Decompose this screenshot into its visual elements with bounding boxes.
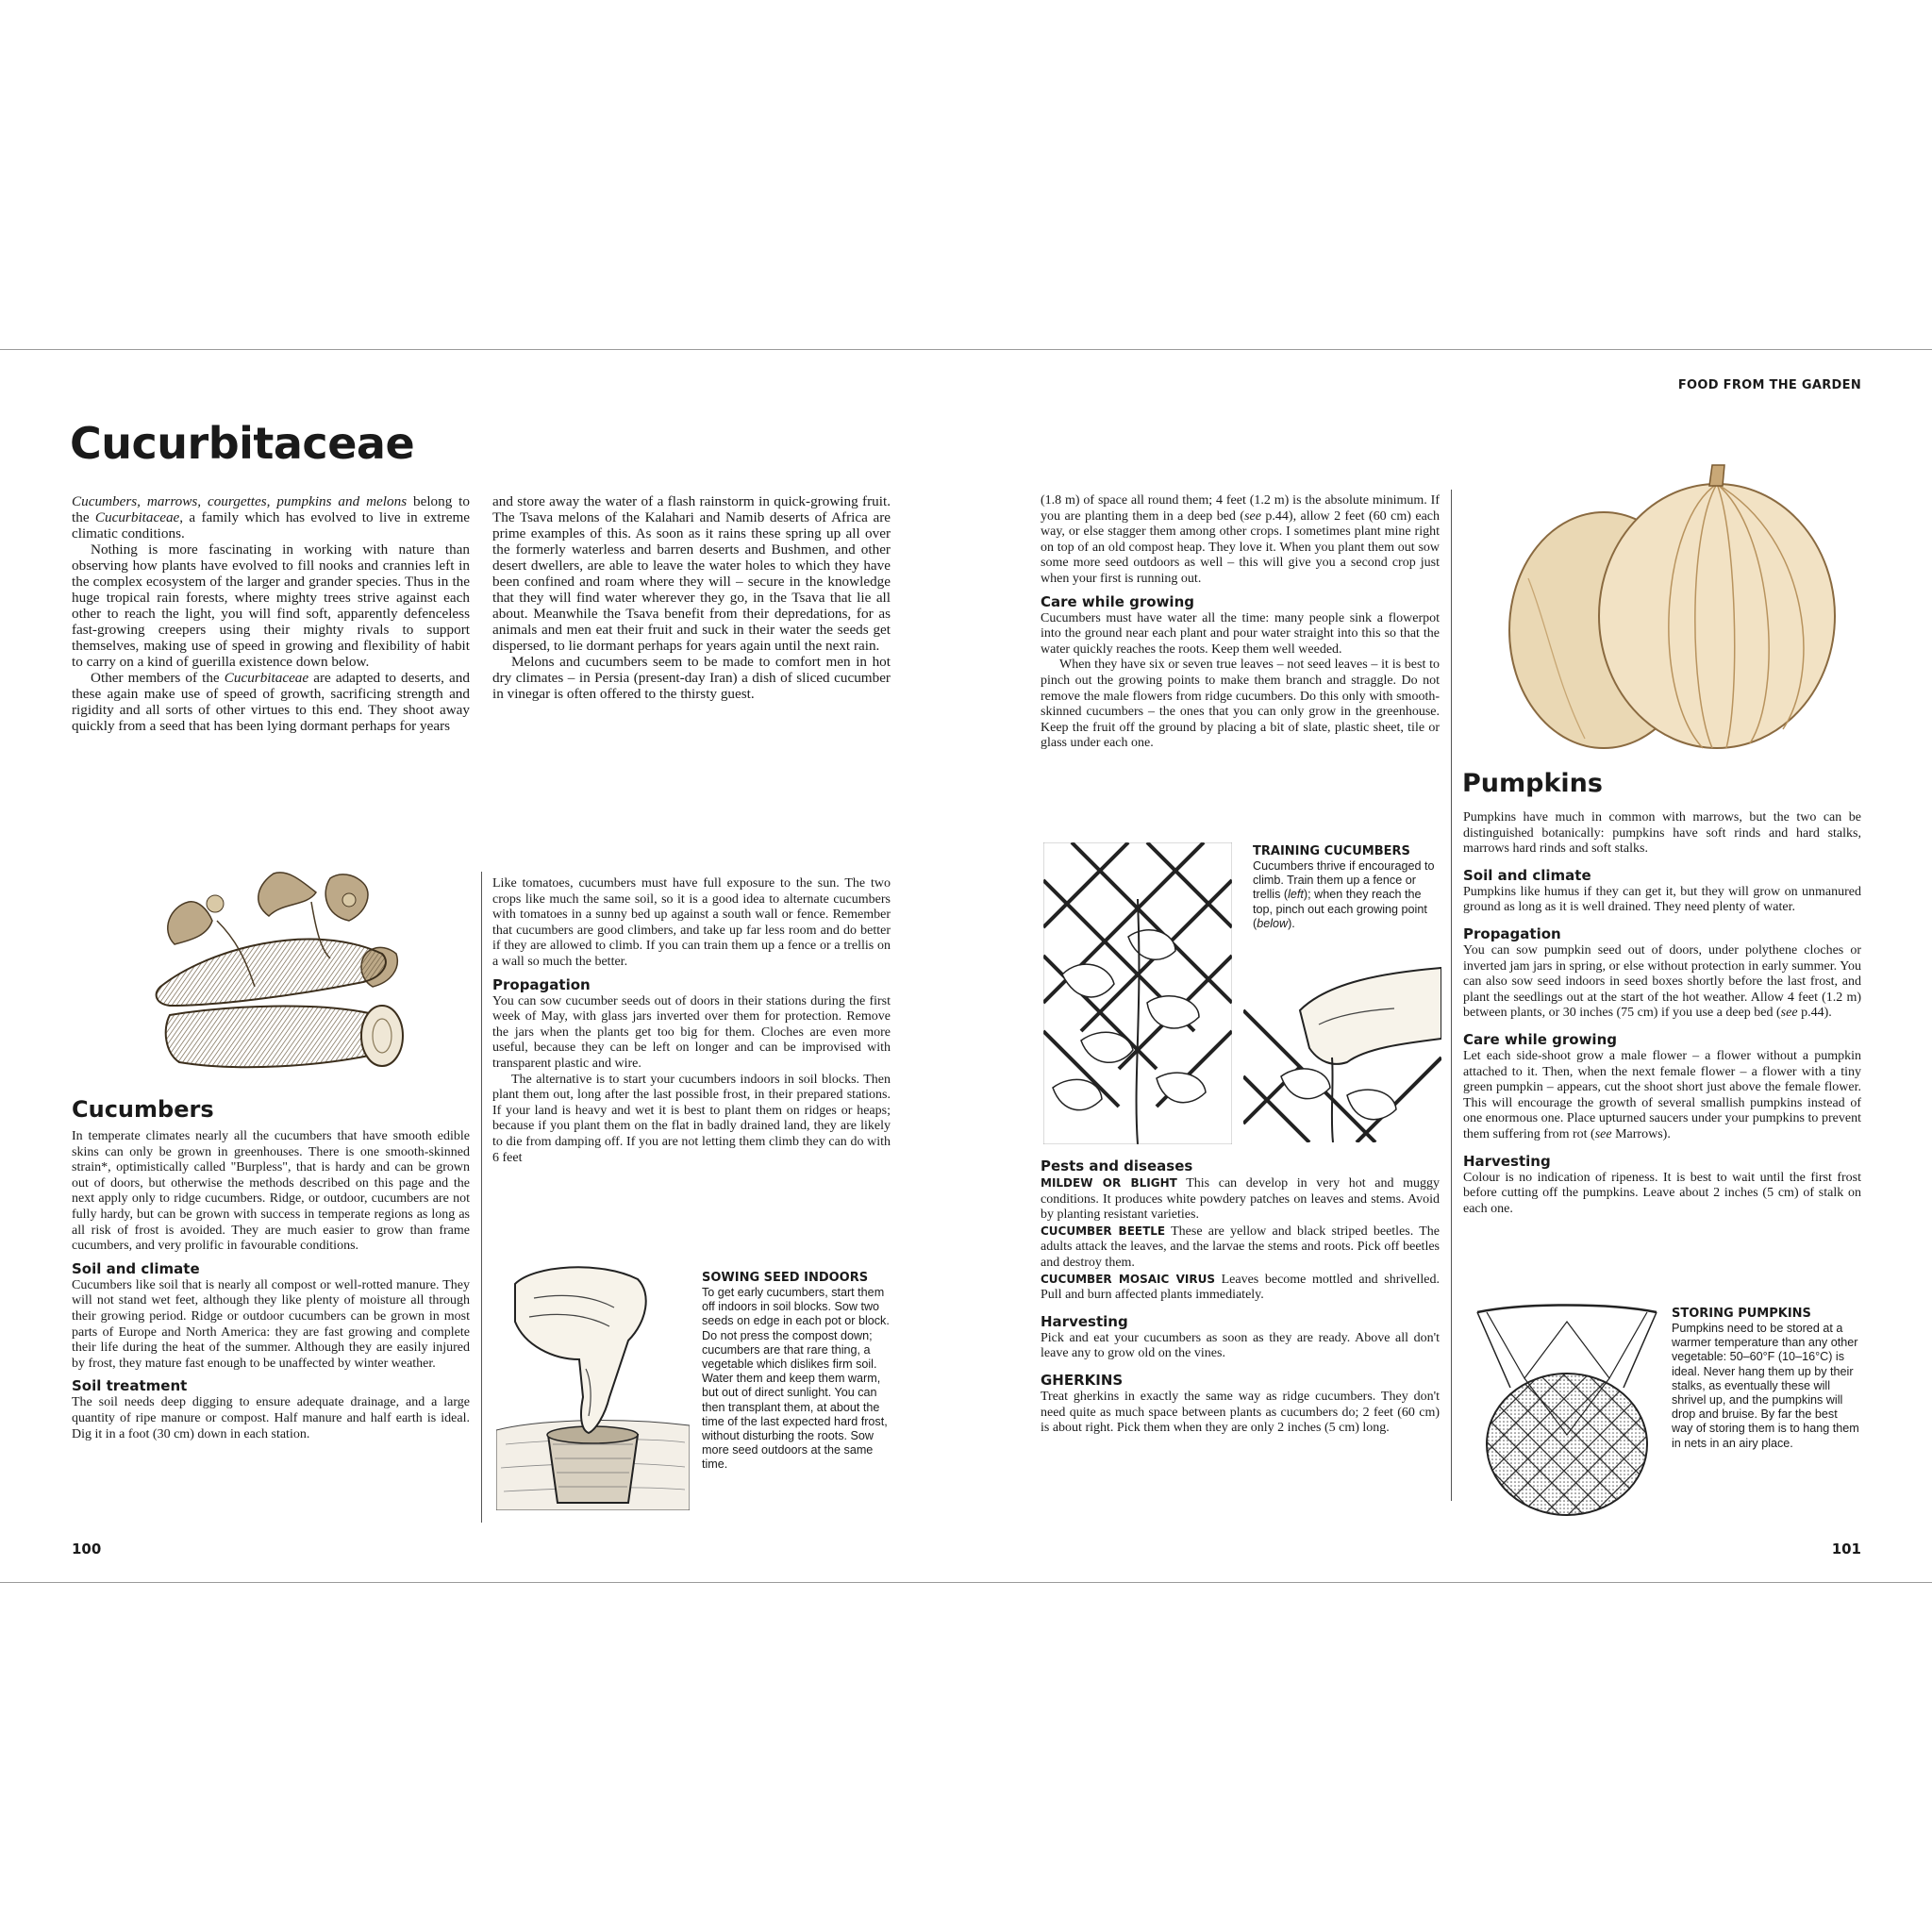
cucumber-illustration <box>132 864 434 1081</box>
training-caption <box>1253 844 1441 931</box>
spacing-paragraph: (1.8 m) of space all round them; 4 feet (1.2 m) is the absolute minimum. If you are planting them in a deep bed (see p.44), allow 2 feet (60 cm) each way, or else stagger them among other crops. I sometimes plant mine right on top of an old compost heap. They love it. When you plant them out sow some more seed outdoors as well – this will give you a second crop just when your first is running out. <box>1041 493 1440 586</box>
soil-climate-heading: Soil and climate <box>72 1259 200 1277</box>
storing-caption-text: Pumpkins need to be stored at a warmer temperature than any other vegetable: 50–60°F (10–16°C) is ideal. Never hang them up by their stalks, as eventually these will shrivel up, and the pumpkins will drop and bruise. By far the best way of storing them is to hang them in nets in an airy place. <box>1672 1322 1859 1450</box>
intro-paragraph-2: Nothing is more fascinating in working with nature than observing how plants have evolved to fill nooks and crannies left in the complex ecosystem of the larger and grander species. Thus in the huge tropical rain forests, where mighty trees strive against each other to reach the light, you will find soft, apparently defenceless fast-growing creepers using their mighty rivals to support themselves, making use of speed in growing and flexibility of habit to carry on a kind of guerilla existence down below. <box>72 541 470 670</box>
pumpkins-heading: Pumpkins <box>1462 769 1603 798</box>
soil-climate-paragraph: Cucumbers like soil that is nearly all compost or well-rotted manure. They will not stand wet feet, although they like plenty of moisture all through their growing period. Ridge or outdoor cucumbers can be grown in most parts of Europe and North America: they are fast growing and complete their life during the heat of the summer. Although they are easily injured by frost, they mature fast enough to be unaffected by winter weather. <box>72 1277 470 1371</box>
pests-heading: Pests and diseases <box>1041 1158 1193 1174</box>
harvesting-heading: Harvesting <box>1041 1312 1128 1330</box>
propagation-paragraph-1: You can sow cucumber seeds out of doors in their stations during the first week of May, with glass jars inverted over them for protection. Remove the jars when the plants get too big for them. Cloches are even more useful, because they can be left on longer and can be improvised with transparent plastic and wire. <box>492 993 891 1071</box>
pumpkins-column <box>1463 810 1861 1217</box>
pumpkin-care-paragraph: Let each side-shoot grow a male flower – a flower without a pumpkin attached to it. Then, when the next female flower – a flower with a tiny green pumpkin – appears, cut the shoot short just above the female flower. This will encourage the growth of several smallish pumpkins instead of one enormous one. Place upturned saucers under your pumpkins to prevent them suffering from rot (see Marrows). <box>1463 1048 1861 1141</box>
sun-paragraph: Like tomatoes, cucumbers must have full exposure to the sun. The two crops like much the same soil, so it is a good idea to alternate cucumbers with tomatoes in a sunny bed up against a south wall or fence. Remember that cucumbers are good climbers, and take up far less room and do better if they are allowed to climb. If you can train them up a fence or a trellis on a wall so much the better. <box>492 876 891 969</box>
cucumbers-paragraph: In temperate climates nearly all the cucumbers that have smooth edible skins can only be grown in greenhouses. There is one smooth-skinned strain*, optimistically called "Burpless", that is hardy and can be grown out of doors, but otherwise the methods described on this page and the next apply only to ridge cucumbers. Ridge, or outdoor, cucumbers are not fully hardy, but can be grown with success in temperate regions as long as all risk of frost is avoided. They are much easier to grow than frame cucumbers, and very prolific in favourable conditions. <box>72 1129 470 1254</box>
running-head: FOOD FROM THE GARDEN <box>1677 378 1861 392</box>
intro-paragraph-1: Cucumbers, marrows, courgettes, pumpkins and melons belong to the Cucurbitaceae, a family which has evolved to live in extreme climatic conditions. <box>72 493 470 541</box>
intro-paragraph-4: and store away the water of a flash rainstorm in quick-growing fruit. The Tsava melons of the Kalahari and Namib deserts of Africa are prime examples of this. As soon as it rains these spring up all over the formerly waterless and barren deserts and Bushmen, and other desert dwellers, are able to leave the water holes to which they have been confined and roam where they will – secure in the knowledge that they will find water wherever they go, in the Tsava that lie all about. Meanwhile the Tsava benefit from their depredations, for as animals and men eat their fruit and suck in their water the seeds get dispersed, to lie dormant perhaps for years again until the next rain. <box>492 493 891 654</box>
column-rule-right <box>1451 490 1452 1501</box>
page-number-left: 100 <box>72 1541 102 1557</box>
intro-column-1 <box>72 493 470 734</box>
pumpkin-harvesting-paragraph: Colour is no indication of ripeness. It is best to wait until the first frost before cutting off the pumpkins. Leave about 2 inches (5 cm) of stalk on each one. <box>1463 1170 1861 1216</box>
care-paragraph-1: Cucumbers must have water all the time: many people sink a flowerpot into the ground near each plant and pour water straight into this so that the water quickly reaches the roots. Keep them well weeded. <box>1041 610 1440 657</box>
sowing-caption-text: To get early cucumbers, start them off indoors in soil blocks. Sow two seeds on edge in each pot or block. Do not press the compost down; cucumbers are that rare thing, a vegetable which dislikes firm soil. Water them and keep them warm, but out of direct sunlight. You can then transplant them, at about the time of the last expected hard frost, without disturbing the roots. Sow more seed outdoors at the same time. <box>702 1286 890 1472</box>
care-paragraph-2: When they have six or seven true leaves – not seed leaves – it is best to pinch out the growing points to make them branch and straggle. Do not remove the male flowers from ridge cucumbers. Do this only with smooth-skinned cucumbers – the ones that you can only grow in the greenhouse. Keep the fruit off the ground by placing a bit of slate, plastic sheet, tile or glass under each one. <box>1041 658 1440 751</box>
propagation-heading: Propagation <box>492 975 591 993</box>
pumpkin-soil-heading: Soil and climate <box>1463 866 1591 884</box>
training-caption-text: Cucumbers thrive if encouraged to climb. Train them up a fence or trellis (left); when they reach the top, pinch out each growing point (below). <box>1253 859 1435 930</box>
harvesting-paragraph: Pick and eat your cucumbers as soon as they are ready. Above all don't leave any to grow old on the vines. <box>1041 1330 1440 1361</box>
pinching-illustration <box>1243 954 1441 1142</box>
pumpkin-propagation-heading: Propagation <box>1463 924 1561 942</box>
column-rule-left <box>481 872 482 1523</box>
virus-paragraph: CUCUMBER MOSAIC VIRUS Leaves become mottled and shrivelled. Pull and burn affected plants immediately. <box>1041 1272 1440 1303</box>
book-spread <box>0 349 1932 1583</box>
gherkins-heading: GHERKINS <box>1041 1371 1124 1389</box>
storing-caption <box>1672 1307 1860 1451</box>
beetle-paragraph: CUCUMBER BEETLE These are yellow and black striped beetles. The adults attack the leaves, and the larvae the stems and roots. Pick off beetles and destroy them. <box>1041 1224 1440 1270</box>
propagation-paragraph-2: The alternative is to start your cucumbers indoors in soil blocks. Then plant them out, long after the last possible frost, in their prepared stations. If your land is heavy and wet it is best to plant them on ridges or heaps; because if you plant them on the flat in badly drained land, they are likely to die from damping off. If you are not letting them climb they can do with 6 feet <box>492 1072 891 1165</box>
intro-column-2 <box>492 493 891 702</box>
soil-treatment-paragraph: The soil needs deep digging to ensure adequate drainage, and a large quantity of ripe manure or compost. Half manure and half earth is ideal. Dig it in a foot (30 cm) down in each station. <box>72 1395 470 1441</box>
care-heading: Care while growing <box>1041 592 1194 610</box>
gherkins-paragraph: Treat gherkins in exactly the same way as ridge cucumbers. They don't need quite as much space between plants as cucumbers do; 2 feet (60 cm) is about right. Pick them when they are only 2 inches (5 cm) long. <box>1041 1389 1440 1436</box>
pumpkin-propagation-paragraph: You can sow pumpkin seed out of doors, under polythene cloches or inverted jam jars in spring, or else without protection in early summer. You can also sow seed indoors in seed boxes shortly before the last frost, and plant the seedlings out at the start of the hot weather. Allow 4 feet (1.2 m) between plants, or 30 inches (75 cm) if you use a deep bed (see p.44). <box>1463 942 1861 1021</box>
right-column-1-top <box>1041 493 1440 752</box>
trellis-illustration <box>1043 842 1232 1144</box>
mildew-paragraph: MILDEW OR BLIGHT This can develop in very hot and muggy conditions. It produces white powdery patches on leaves and stems. Avoid by planting resistant varieties. <box>1041 1176 1440 1223</box>
pumpkin-net-illustration <box>1468 1303 1666 1520</box>
intro-paragraph-5: Melons and cucumbers seem to be made to comfort men in hot dry climates – in Persia (present-day Iran) a dish of sliced cucumber in vinegar is often offered to the thirsty guest. <box>492 654 891 702</box>
page-title: Cucurbitaceae <box>70 418 415 469</box>
pumpkins-intro: Pumpkins have much in common with marrows, but the two can be distinguished botanically: pumpkins have soft rinds and hard stalks, marrows hard rinds and soft stalks. <box>1463 810 1861 857</box>
cucumbers-column-1 <box>72 1129 470 1442</box>
storing-caption-title: STORING PUMPKINS <box>1672 1307 1811 1321</box>
cucumbers-heading: Cucumbers <box>72 1096 214 1123</box>
pumpkin-harvesting-heading: Harvesting <box>1463 1152 1551 1170</box>
sowing-seed-illustration <box>496 1256 690 1510</box>
page-number-right: 101 <box>1831 1541 1861 1557</box>
pumpkin-illustration <box>1500 456 1840 758</box>
training-caption-title: TRAINING CUCUMBERS <box>1253 844 1410 858</box>
sowing-caption <box>702 1271 891 1473</box>
pumpkin-care-heading: Care while growing <box>1463 1030 1617 1048</box>
right-column-1-bottom <box>1041 1158 1440 1437</box>
intro-paragraph-3: Other members of the Cucurbitaceae are adapted to deserts, and these again make use of speed of growth, sacrificing strength and rigidity and all sorts of other virtues to this end. They shoot away quickly from a seed that has been lying dormant perhaps for years <box>72 670 470 734</box>
pumpkin-soil-paragraph: Pumpkins like humus if they can get it, but they will grow on unmanured ground as long as it is well drained. They need plenty of water. <box>1463 884 1861 915</box>
cucumbers-column-2 <box>492 876 891 1166</box>
soil-treatment-heading: Soil treatment <box>72 1377 188 1395</box>
sowing-caption-title: SOWING SEED INDOORS <box>702 1271 869 1285</box>
